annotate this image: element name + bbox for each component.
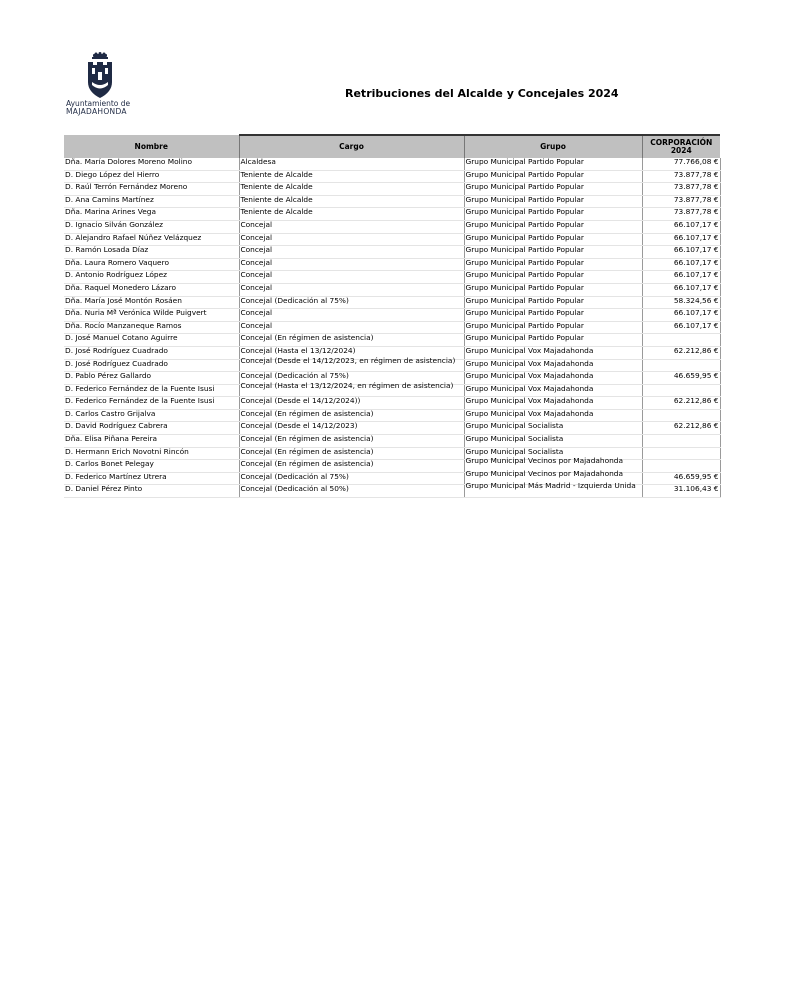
grupo-cell-text: Grupo Municipal Partido Popular bbox=[465, 320, 584, 330]
nombre-cell bbox=[64, 359, 239, 372]
importe-cell bbox=[642, 158, 720, 170]
nombre-cell bbox=[64, 435, 239, 448]
grupo-cell-text: Grupo Municipal Partido Popular bbox=[465, 245, 584, 255]
nombre-cell-text: Dña. Rocío Manzaneque Ramos bbox=[65, 320, 182, 330]
cargo-cell-text: Concejal bbox=[240, 320, 273, 330]
nombre-cell bbox=[64, 309, 239, 322]
cargo-cell-text: Concejal bbox=[240, 282, 273, 292]
importe-cell bbox=[642, 422, 720, 435]
cargo-cell bbox=[239, 258, 464, 271]
importe-cell bbox=[642, 485, 720, 498]
nombre-cell bbox=[64, 183, 239, 196]
nombre-cell-text: Dña. Raquel Monedero Lázaro bbox=[65, 282, 176, 292]
nombre-cell bbox=[64, 208, 239, 221]
nombre-cell-text: D. José Manuel Cotano Aguirre bbox=[65, 333, 178, 343]
coat-of-arms-icon bbox=[84, 52, 116, 100]
nombre-cell-text: Dña. María José Montón Rosáen bbox=[65, 295, 182, 305]
importe-cell-text: 73.877,78 € bbox=[673, 182, 719, 192]
grupo-cell bbox=[464, 233, 642, 246]
cargo-cell bbox=[239, 321, 464, 334]
nombre-cell bbox=[64, 409, 239, 422]
cargo-cell bbox=[239, 435, 464, 448]
importe-cell bbox=[642, 170, 720, 183]
importe-cell bbox=[642, 447, 720, 460]
nombre-cell bbox=[64, 447, 239, 460]
cargo-cell bbox=[239, 472, 464, 485]
importe-cell bbox=[642, 334, 720, 347]
nombre-cell bbox=[64, 195, 239, 208]
nombre-cell bbox=[64, 321, 239, 334]
table-row bbox=[64, 258, 720, 271]
nombre-cell-text: D. Ramón Losada Díaz bbox=[65, 245, 149, 255]
nombre-cell-text: Dña. Laura Romero Vaquero bbox=[65, 257, 169, 267]
nombre-cell-text: D. Pablo Pérez Gallardo bbox=[65, 371, 152, 381]
nombre-cell-text: D. José Rodríguez Cuadrado bbox=[65, 345, 168, 355]
grupo-cell bbox=[464, 271, 642, 284]
grupo-cell-text: Grupo Municipal Vox Majadahonda bbox=[465, 396, 594, 406]
table-row bbox=[64, 384, 720, 397]
importe-cell-text: 66.107,17 € bbox=[673, 232, 719, 242]
importe-cell-text: 66.107,17 € bbox=[673, 270, 719, 280]
cargo-cell-text: Teniente de Alcalde bbox=[240, 207, 313, 217]
grupo-cell-text: Grupo Municipal Partido Popular bbox=[465, 270, 584, 280]
nombre-cell bbox=[64, 246, 239, 259]
cargo-cell-text: Concejal bbox=[240, 232, 273, 242]
table-row bbox=[64, 422, 720, 435]
importe-cell-text: 62.212,86 € bbox=[673, 421, 719, 431]
nombre-cell bbox=[64, 460, 239, 473]
grupo-cell bbox=[464, 422, 642, 435]
nombre-cell bbox=[64, 384, 239, 397]
grupo-cell-text: Grupo Municipal Vox Majadahonda bbox=[465, 408, 594, 418]
table-row bbox=[64, 435, 720, 448]
nombre-cell-text: D. Federico Martínez Utrera bbox=[65, 471, 167, 481]
cargo-cell bbox=[239, 158, 464, 170]
cargo-cell-text: Concejal (Desde el 14/12/2023, en régimen de asistencia) bbox=[240, 355, 456, 365]
grupo-cell-text: Grupo Municipal Vecinos por Majadahonda bbox=[465, 468, 624, 478]
importe-cell-text: 31.106,43 € bbox=[673, 484, 719, 494]
grupo-cell bbox=[464, 220, 642, 233]
table-row bbox=[64, 158, 720, 170]
nombre-cell bbox=[64, 283, 239, 296]
importe-cell-text: 66.107,17 € bbox=[673, 308, 719, 318]
importe-cell bbox=[642, 183, 720, 196]
cargo-cell bbox=[239, 220, 464, 233]
cargo-cell-text: Concejal bbox=[240, 308, 273, 318]
cargo-cell-text: Concejal bbox=[240, 257, 273, 267]
grupo-cell-text: Grupo Municipal Partido Popular bbox=[465, 257, 584, 267]
column-header-nombre: Nombre bbox=[64, 135, 239, 158]
nombre-cell bbox=[64, 158, 239, 170]
grupo-cell bbox=[464, 170, 642, 183]
grupo-cell bbox=[464, 258, 642, 271]
grupo-cell bbox=[464, 346, 642, 359]
importe-cell bbox=[642, 346, 720, 359]
grupo-cell-text: Grupo Municipal Partido Popular bbox=[465, 182, 584, 192]
importe-cell bbox=[642, 296, 720, 309]
logo-text-line-2: MAJADAHONDA bbox=[66, 107, 127, 116]
table-row bbox=[64, 170, 720, 183]
grupo-cell-text: Grupo Municipal Socialista bbox=[465, 434, 564, 444]
table-row bbox=[64, 359, 720, 372]
importe-cell bbox=[642, 220, 720, 233]
nombre-cell-text: D. Ignacio Silván González bbox=[65, 219, 164, 229]
importe-cell-text: 77.766,08 € bbox=[673, 157, 719, 166]
nombre-cell bbox=[64, 422, 239, 435]
importe-cell bbox=[642, 309, 720, 322]
importe-cell-text: 73.877,78 € bbox=[673, 169, 719, 179]
cargo-cell-text: Concejal bbox=[240, 245, 273, 255]
importe-cell-text: 62.212,86 € bbox=[673, 345, 719, 355]
cargo-cell-text: Concejal (En régimen de asistencia) bbox=[240, 333, 374, 343]
grupo-cell bbox=[464, 384, 642, 397]
grupo-cell-text: Grupo Municipal Socialista bbox=[465, 421, 564, 431]
table-header-row bbox=[64, 135, 720, 158]
importe-cell-text: 58.324,56 € bbox=[673, 295, 719, 305]
nombre-cell bbox=[64, 485, 239, 498]
cargo-cell-text: Concejal bbox=[240, 270, 273, 280]
cargo-cell bbox=[239, 195, 464, 208]
cargo-cell-text: Concejal (En régimen de asistencia) bbox=[240, 434, 374, 444]
importe-cell-text: 73.877,78 € bbox=[673, 194, 719, 204]
table-row bbox=[64, 220, 720, 233]
cargo-cell bbox=[239, 380, 464, 397]
grupo-cell bbox=[464, 208, 642, 221]
cargo-cell bbox=[239, 296, 464, 309]
importe-cell bbox=[642, 435, 720, 448]
cargo-cell-text: Concejal (Dedicación al 75%) bbox=[240, 471, 349, 481]
table-row bbox=[64, 409, 720, 422]
table-row bbox=[64, 271, 720, 284]
grupo-cell bbox=[464, 158, 642, 170]
grupo-cell bbox=[464, 334, 642, 347]
grupo-cell bbox=[464, 397, 642, 410]
nombre-cell bbox=[64, 170, 239, 183]
table-row bbox=[64, 246, 720, 259]
table-row bbox=[64, 283, 720, 296]
importe-cell-text: 62.212,86 € bbox=[673, 396, 719, 406]
cargo-cell-text: Alcaldesa bbox=[240, 157, 276, 166]
importe-cell-text: 66.107,17 € bbox=[673, 219, 719, 229]
nombre-cell-text: D. Daniel Pérez Pinto bbox=[65, 484, 143, 494]
table-row bbox=[64, 233, 720, 246]
nombre-cell bbox=[64, 233, 239, 246]
importe-cell-text: 66.107,17 € bbox=[673, 282, 719, 292]
nombre-cell-text: D. Antonio Rodríguez López bbox=[65, 270, 168, 280]
importe-cell bbox=[642, 359, 720, 372]
grupo-cell bbox=[464, 296, 642, 309]
cargo-cell-text: Concejal bbox=[240, 219, 273, 229]
nombre-cell-text: D. Raúl Terrón Fernández Moreno bbox=[65, 182, 188, 192]
nombre-cell-text: D. Carlos Castro Grijalva bbox=[65, 408, 156, 418]
importe-cell bbox=[642, 321, 720, 334]
nombre-cell-text: D. David Rodríguez Cabrera bbox=[65, 421, 168, 431]
cargo-cell bbox=[239, 447, 464, 460]
nombre-cell-text: Dña. María Dolores Moreno Molino bbox=[65, 157, 192, 166]
cargo-cell-text: Concejal (Dedicación al 75%) bbox=[240, 371, 349, 381]
municipal-logo bbox=[64, 52, 136, 122]
table-row bbox=[64, 208, 720, 221]
importe-cell bbox=[642, 472, 720, 485]
grupo-cell-text: Grupo Municipal Partido Popular bbox=[465, 295, 584, 305]
importe-cell-text: 66.107,17 € bbox=[673, 257, 719, 267]
grupo-cell bbox=[464, 283, 642, 296]
grupo-cell bbox=[464, 372, 642, 385]
importe-cell bbox=[642, 233, 720, 246]
cargo-cell bbox=[239, 283, 464, 296]
cargo-cell bbox=[239, 208, 464, 221]
grupo-cell-text: Grupo Municipal Vecinos por Majadahonda bbox=[465, 456, 624, 466]
column-header-grupo: Grupo bbox=[464, 135, 642, 158]
cargo-cell bbox=[239, 183, 464, 196]
grupo-cell bbox=[464, 359, 642, 372]
importe-cell bbox=[642, 271, 720, 284]
grupo-cell bbox=[464, 481, 642, 498]
importe-cell-text: 66.107,17 € bbox=[673, 320, 719, 330]
grupo-cell-text: Grupo Municipal Más Madrid - Izquierda Unida bbox=[465, 481, 636, 491]
cargo-cell-text: Concejal (En régimen de asistencia) bbox=[240, 459, 374, 469]
retribuciones-table bbox=[64, 134, 721, 498]
grupo-cell-text: Grupo Municipal Partido Popular bbox=[465, 282, 584, 292]
grupo-cell-text: Grupo Municipal Socialista bbox=[465, 446, 564, 456]
table-body bbox=[64, 158, 720, 498]
nombre-cell bbox=[64, 372, 239, 385]
importe-cell-text: 46.659,95 € bbox=[673, 371, 719, 381]
grupo-cell bbox=[464, 246, 642, 259]
nombre-cell bbox=[64, 397, 239, 410]
nombre-cell-text: D. Carlos Bonet Pelegay bbox=[65, 459, 154, 469]
column-header-cargo: Cargo bbox=[239, 135, 464, 158]
cargo-cell bbox=[239, 271, 464, 284]
importe-cell bbox=[642, 258, 720, 271]
importe-cell-text: 66.107,17 € bbox=[673, 245, 719, 255]
nombre-cell-text: Dña. Marina Arines Vega bbox=[65, 207, 156, 217]
grupo-cell bbox=[464, 309, 642, 322]
table-row bbox=[64, 309, 720, 322]
table-row bbox=[64, 334, 720, 347]
nombre-cell bbox=[64, 220, 239, 233]
nombre-cell-text: D. Ana Camins Martínez bbox=[65, 194, 154, 204]
cargo-cell-text: Teniente de Alcalde bbox=[240, 194, 313, 204]
grupo-cell-text: Grupo Municipal Vox Majadahonda bbox=[465, 345, 594, 355]
grupo-cell-text: Grupo Municipal Partido Popular bbox=[465, 169, 584, 179]
cargo-cell-text: Concejal (Dedicación al 50%) bbox=[240, 484, 349, 494]
cargo-cell bbox=[239, 246, 464, 259]
nombre-cell-text: D. Hermann Erich Novotni Rincón bbox=[65, 446, 189, 456]
nombre-cell-text: D. Federico Fernández de la Fuente Isusi bbox=[65, 396, 215, 406]
nombre-cell-text: Dña. Elisa Piñana Pereira bbox=[65, 434, 158, 444]
nombre-cell bbox=[64, 334, 239, 347]
table-row bbox=[64, 321, 720, 334]
grupo-cell bbox=[464, 195, 642, 208]
nombre-cell bbox=[64, 258, 239, 271]
grupo-cell-text: Grupo Municipal Partido Popular bbox=[465, 194, 584, 204]
cargo-cell-text: Teniente de Alcalde bbox=[240, 169, 313, 179]
grupo-cell bbox=[464, 321, 642, 334]
grupo-cell bbox=[464, 183, 642, 196]
cargo-cell bbox=[239, 170, 464, 183]
grupo-cell-text: Grupo Municipal Partido Popular bbox=[465, 207, 584, 217]
page-title: Retribuciones del Alcalde y Concejales 2024 bbox=[345, 87, 619, 100]
table-row bbox=[64, 195, 720, 208]
importe-cell bbox=[642, 208, 720, 221]
cargo-cell-text: Concejal (Hasta el 13/12/2024) bbox=[240, 345, 356, 355]
grupo-cell bbox=[464, 435, 642, 448]
cargo-cell-text: Teniente de Alcalde bbox=[240, 182, 313, 192]
cargo-cell-text: Concejal (Desde el 14/12/2023) bbox=[240, 421, 358, 431]
cargo-cell bbox=[239, 422, 464, 435]
cargo-cell bbox=[239, 334, 464, 347]
importe-cell bbox=[642, 372, 720, 385]
cargo-cell-text: Concejal (En régimen de asistencia) bbox=[240, 446, 374, 456]
logo-text-line-1: Ayuntamiento de bbox=[66, 99, 131, 108]
grupo-cell-text: Grupo Municipal Partido Popular bbox=[465, 333, 584, 343]
nombre-cell-text: Dña. Nuria Mª Verónica Wilde Puigvert bbox=[65, 308, 207, 318]
table-row bbox=[64, 397, 720, 410]
cargo-cell bbox=[239, 233, 464, 246]
importe-cell-text: 73.877,78 € bbox=[673, 207, 719, 217]
nombre-cell-text: D. Diego López del Hierro bbox=[65, 169, 160, 179]
table-row bbox=[64, 296, 720, 309]
cargo-cell bbox=[239, 309, 464, 322]
nombre-cell-text: D. José Rodríguez Cuadrado bbox=[65, 358, 168, 368]
nombre-cell bbox=[64, 271, 239, 284]
nombre-cell-text: D. Federico Fernández de la Fuente Isusi bbox=[65, 383, 215, 393]
grupo-cell bbox=[464, 409, 642, 422]
grupo-cell-text: Grupo Municipal Vox Majadahonda bbox=[465, 383, 594, 393]
cargo-cell bbox=[239, 355, 464, 372]
table-row bbox=[64, 183, 720, 196]
grupo-cell-text: Grupo Municipal Partido Popular bbox=[465, 232, 584, 242]
nombre-cell-text: D. Alejandro Rafael Núñez Velázquez bbox=[65, 232, 202, 242]
cargo-cell bbox=[239, 409, 464, 422]
grupo-cell-text: Grupo Municipal Partido Popular bbox=[465, 308, 584, 318]
importe-cell bbox=[642, 409, 720, 422]
grupo-cell-text: Grupo Municipal Partido Popular bbox=[465, 157, 584, 166]
cargo-cell-text: Concejal (Dedicación al 75%) bbox=[240, 295, 349, 305]
table-row bbox=[64, 485, 720, 498]
cargo-cell bbox=[239, 485, 464, 498]
importe-cell bbox=[642, 246, 720, 259]
nombre-cell bbox=[64, 346, 239, 359]
nombre-cell bbox=[64, 472, 239, 485]
importe-cell bbox=[642, 397, 720, 410]
importe-cell bbox=[642, 460, 720, 473]
column-header-corporacion: CORPORACIÓN 2024 bbox=[642, 135, 720, 158]
importe-cell bbox=[642, 195, 720, 208]
grupo-cell-text: Grupo Municipal Vox Majadahonda bbox=[465, 371, 594, 381]
importe-cell-text: 46.659,95 € bbox=[673, 471, 719, 481]
grupo-cell-text: Grupo Municipal Partido Popular bbox=[465, 219, 584, 229]
cargo-cell-text: Concejal (Hasta el 13/12/2024, en régimen de asistencia) bbox=[240, 380, 454, 390]
nombre-cell bbox=[64, 296, 239, 309]
importe-cell bbox=[642, 384, 720, 397]
cargo-cell-text: Concejal (Desde el 14/12/2024)) bbox=[240, 396, 361, 406]
cargo-cell-text: Concejal (En régimen de asistencia) bbox=[240, 408, 374, 418]
cargo-cell bbox=[239, 397, 464, 410]
importe-cell bbox=[642, 283, 720, 296]
cargo-cell bbox=[239, 460, 464, 473]
grupo-cell-text: Grupo Municipal Vox Majadahonda bbox=[465, 358, 594, 368]
